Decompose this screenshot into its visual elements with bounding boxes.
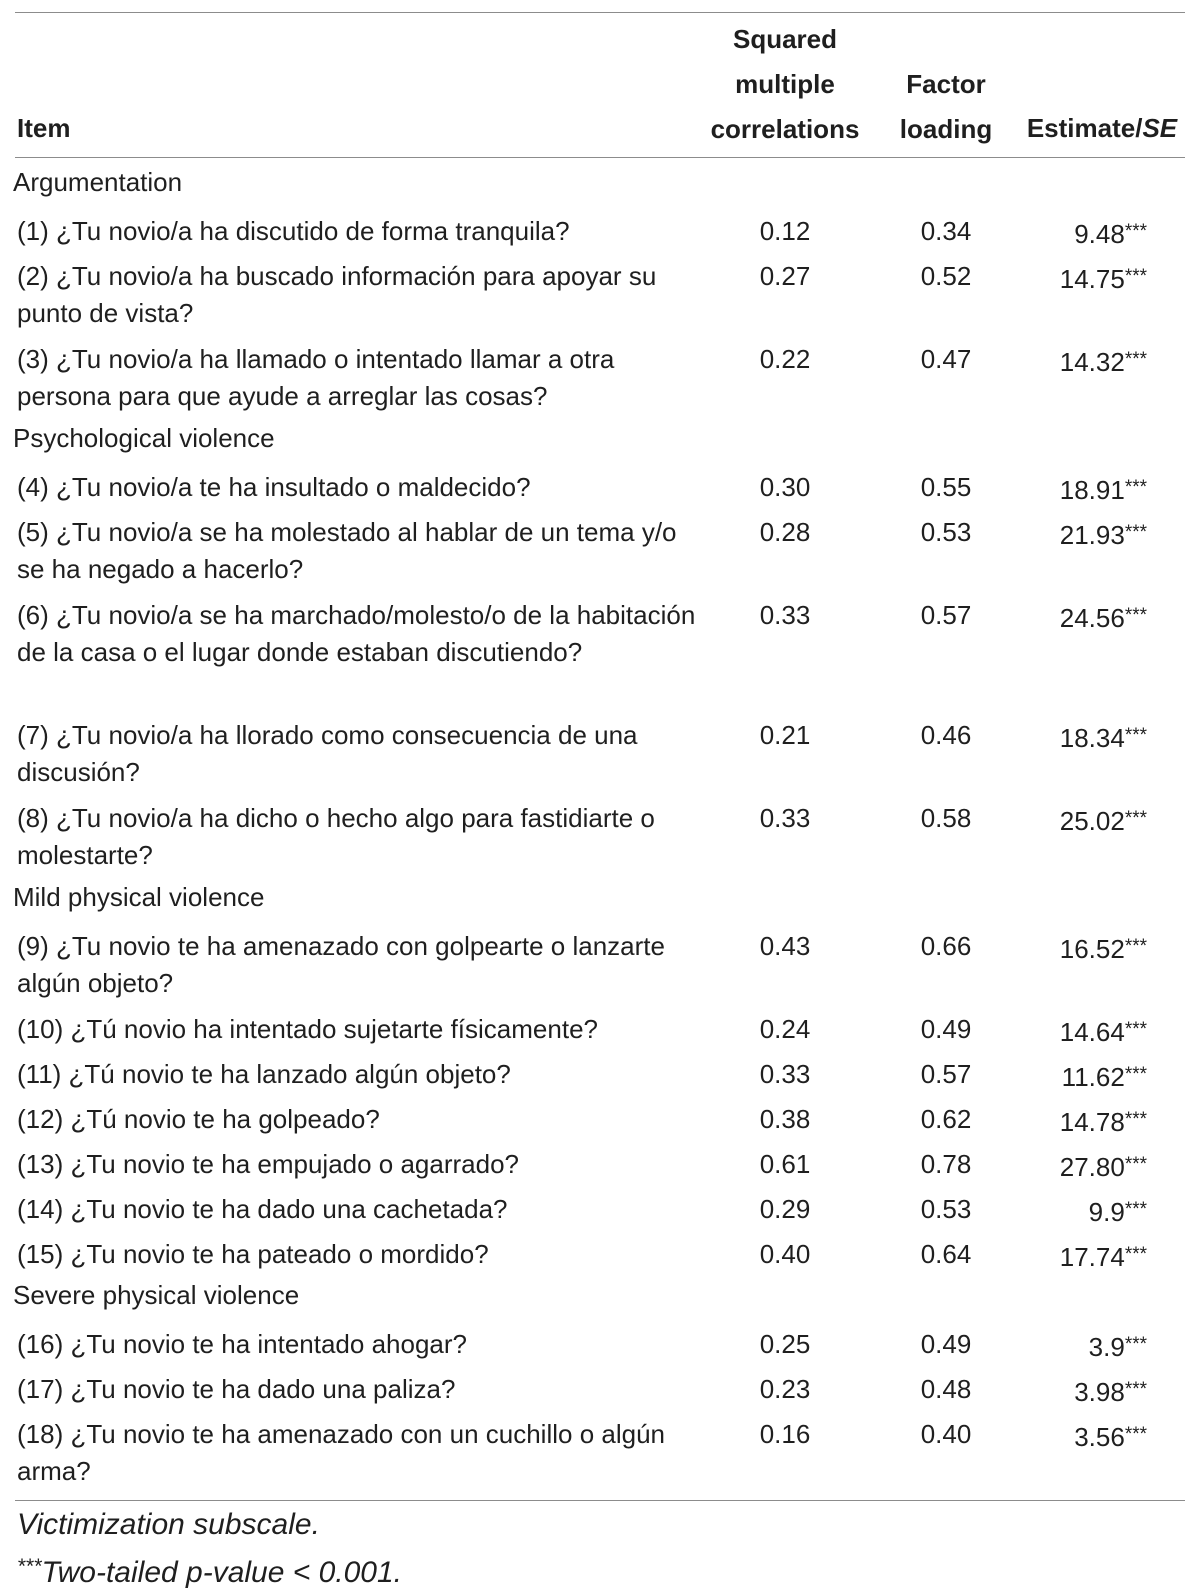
factor-loading-value: 0.49 xyxy=(920,1329,972,1359)
factor-loading-value: 0.53 xyxy=(920,517,972,547)
table-top-rule xyxy=(15,12,1185,13)
header-item: Item xyxy=(17,113,71,143)
table-row xyxy=(0,465,1200,510)
table-row xyxy=(0,1322,1200,1367)
estimate-se-cell xyxy=(1012,1011,1147,1051)
item-text: (8) ¿Tu novio/a ha dicho o hecho algo para fastidiarte o molestarte? xyxy=(17,803,655,870)
table-row xyxy=(0,209,1200,254)
squared-multiple-correlation-value: 0.33 xyxy=(759,1059,811,1089)
estimate-se-value: 16.52 xyxy=(1059,934,1125,964)
factor-loading-value: 0.57 xyxy=(920,1059,972,1089)
significance-marker: *** xyxy=(1124,1334,1147,1355)
item-text: (18) ¿Tu novio te ha amenazado con un cuchillo o algún arma? xyxy=(17,1419,665,1486)
table-row xyxy=(0,254,1200,337)
factor-loading-value: 0.57 xyxy=(920,600,972,630)
estimate-se-value: 3.56 xyxy=(1074,1422,1125,1452)
item-text: (1) ¿Tu novio/a ha discutido de forma tranquila? xyxy=(17,216,570,246)
item-text: (11) ¿Tú novio te ha lanzado algún objeto? xyxy=(17,1059,511,1089)
header-smc-line2: multiple xyxy=(735,69,835,99)
header-factor-loading xyxy=(888,62,1004,152)
factor-loading-value: 0.48 xyxy=(920,1374,972,1404)
estimate-se-value: 27.80 xyxy=(1059,1152,1125,1182)
estimate-se-cell xyxy=(1012,800,1147,840)
item-text: (4) ¿Tu novio/a te ha insultado o maldecido? xyxy=(17,472,531,502)
estimate-se-value: 11.62 xyxy=(1061,1062,1125,1092)
footnote-caption: Victimization subscale. xyxy=(17,1508,320,1541)
squared-multiple-correlation-value: 0.30 xyxy=(759,472,811,502)
factor-loading-value: 0.34 xyxy=(920,216,972,246)
significance-marker: *** xyxy=(1124,605,1147,626)
significance-marker: *** xyxy=(1124,1109,1147,1130)
factor-loading-value: 0.53 xyxy=(920,1194,972,1224)
header-smc-line1: Squared xyxy=(732,24,838,54)
estimate-se-value: 17.74 xyxy=(1059,1242,1125,1272)
squared-multiple-correlation-value: 0.27 xyxy=(759,261,811,291)
footnote-sig-text: Two-tailed p-value < 0.001. xyxy=(41,1556,403,1589)
estimate-se-cell xyxy=(1012,928,1147,968)
estimate-se-cell xyxy=(1012,213,1147,253)
item-text: (5) ¿Tu novio/a se ha molestado al hablar de un tema y/o se ha negado a hacerlo? xyxy=(17,517,677,584)
factor-loading-value: 0.52 xyxy=(920,261,972,291)
header-fl-line2: loading xyxy=(899,114,993,144)
significance-marker: *** xyxy=(1124,349,1147,370)
table-header-rule xyxy=(15,157,1185,158)
significance-marker: *** xyxy=(1124,725,1147,746)
squared-multiple-correlation-value: 0.25 xyxy=(759,1329,811,1359)
significance-marker: *** xyxy=(1124,1019,1147,1040)
estimate-se-cell xyxy=(1012,1236,1147,1276)
estimate-se-cell xyxy=(1012,1056,1147,1096)
item-text: (2) ¿Tu novio/a ha buscado información para apoyar su punto de vista? xyxy=(17,261,657,328)
factor-loading-value: 0.47 xyxy=(920,344,972,374)
group-heading: Mild physical violence xyxy=(13,882,265,912)
item-text: (10) ¿Tú novio ha intentado sujetarte físicamente? xyxy=(17,1014,598,1044)
significance-marker: *** xyxy=(1124,1199,1147,1220)
table-row xyxy=(0,1232,1200,1277)
item-text: (3) ¿Tu novio/a ha llamado o intentado llamar a otra persona para que ayude a arreglar las cosas? xyxy=(17,344,615,411)
footnote-significance xyxy=(17,1547,402,1593)
factor-loading-value: 0.64 xyxy=(920,1239,972,1269)
table-row xyxy=(0,1142,1200,1187)
significance-marker: *** xyxy=(1124,1424,1147,1445)
group-heading: Severe physical violence xyxy=(13,1280,300,1310)
item-text: (17) ¿Tu novio te ha dado una paliza? xyxy=(17,1374,456,1404)
estimate-se-value: 18.34 xyxy=(1059,723,1125,753)
table-row xyxy=(0,1097,1200,1142)
significance-marker: *** xyxy=(1124,1064,1147,1085)
squared-multiple-correlation-value: 0.43 xyxy=(759,931,811,961)
significance-marker: *** xyxy=(1124,477,1147,498)
table-row xyxy=(0,1367,1200,1412)
group-heading: Psychological violence xyxy=(13,423,275,453)
squared-multiple-correlation-value: 0.12 xyxy=(759,216,811,246)
table-row xyxy=(0,510,1200,593)
squared-multiple-correlation-value: 0.28 xyxy=(759,517,811,547)
squared-multiple-correlation-value: 0.40 xyxy=(759,1239,811,1269)
squared-multiple-correlation-value: 0.23 xyxy=(759,1374,811,1404)
estimate-se-value: 9.48 xyxy=(1074,219,1125,249)
table-row xyxy=(0,924,1200,1007)
table-body xyxy=(0,164,1200,1495)
item-text: (12) ¿Tú novio te ha golpeado? xyxy=(17,1104,380,1134)
factor-loading-value: 0.62 xyxy=(920,1104,972,1134)
squared-multiple-correlation-value: 0.21 xyxy=(759,720,811,750)
estimate-se-value: 14.32 xyxy=(1059,347,1125,377)
estimate-se-cell xyxy=(1012,469,1147,509)
estimate-se-value: 21.93 xyxy=(1059,520,1125,550)
squared-multiple-correlation-value: 0.16 xyxy=(759,1419,811,1449)
item-text: (9) ¿Tu novio te ha amenazado con golpearte o lanzarte algún objeto? xyxy=(17,931,665,998)
significance-marker: *** xyxy=(1124,266,1147,287)
factor-loading-value: 0.49 xyxy=(920,1014,972,1044)
estimate-se-value: 9.9 xyxy=(1088,1197,1125,1227)
header-squared-multiple-correlations xyxy=(700,17,870,152)
significance-marker: *** xyxy=(1124,936,1147,957)
header-est-main: Estimate/ xyxy=(1026,113,1143,143)
squared-multiple-correlation-value: 0.38 xyxy=(759,1104,811,1134)
significance-marker: *** xyxy=(1124,1154,1147,1175)
squared-multiple-correlation-value: 0.22 xyxy=(759,344,811,374)
item-text: (15) ¿Tu novio te ha pateado o mordido? xyxy=(17,1239,489,1269)
significance-marker: *** xyxy=(1124,1379,1147,1400)
estimate-se-cell xyxy=(1012,258,1147,298)
estimate-se-value: 3.98 xyxy=(1074,1377,1125,1407)
significance-marker: *** xyxy=(1124,522,1147,543)
estimate-se-cell xyxy=(1012,1416,1147,1456)
estimate-se-value: 14.75 xyxy=(1059,264,1125,294)
significance-marker: *** xyxy=(1124,1244,1147,1265)
squared-multiple-correlation-value: 0.29 xyxy=(759,1194,811,1224)
estimate-se-cell xyxy=(1012,717,1147,757)
estimate-se-cell xyxy=(1012,341,1147,381)
table-bottom-rule xyxy=(15,1500,1185,1501)
estimate-se-value: 24.56 xyxy=(1059,603,1125,633)
table-row xyxy=(0,1412,1200,1495)
significance-marker: *** xyxy=(1124,808,1147,829)
estimate-se-cell xyxy=(1012,1326,1147,1366)
table-row xyxy=(0,796,1200,879)
header-smc-line3: correlations xyxy=(710,114,860,144)
squared-multiple-correlation-value: 0.61 xyxy=(759,1149,811,1179)
item-text: (14) ¿Tu novio te ha dado una cachetada? xyxy=(17,1194,508,1224)
table-row xyxy=(0,1187,1200,1232)
table-row xyxy=(0,1052,1200,1097)
estimate-se-cell xyxy=(1012,1371,1147,1411)
header-est-se: SE xyxy=(1142,113,1178,143)
footnote-sig-marker: *** xyxy=(17,1555,42,1578)
item-text: (16) ¿Tu novio te ha intentado ahogar? xyxy=(17,1329,467,1359)
squared-multiple-correlation-value: 0.33 xyxy=(759,803,811,833)
factor-loading-value: 0.66 xyxy=(920,931,972,961)
estimate-se-value: 14.78 xyxy=(1059,1107,1125,1137)
estimate-se-value: 14.64 xyxy=(1059,1017,1125,1047)
estimate-se-cell xyxy=(1012,1101,1147,1141)
item-text: (6) ¿Tu novio/a se ha marchado/molesto/o de la habitación de la casa o el lugar donde estaban discutiendo? xyxy=(17,600,696,667)
estimate-se-value: 18.91 xyxy=(1059,475,1125,505)
estimate-se-cell xyxy=(1012,597,1147,637)
factor-loading-value: 0.40 xyxy=(920,1419,972,1449)
table-row xyxy=(0,337,1200,420)
squared-multiple-correlation-value: 0.24 xyxy=(759,1014,811,1044)
item-text: (7) ¿Tu novio/a ha llorado como consecuencia de una discusión? xyxy=(17,720,638,787)
significance-marker: *** xyxy=(1124,221,1147,242)
estimate-se-cell xyxy=(1012,514,1147,554)
factor-loading-value: 0.58 xyxy=(920,803,972,833)
header-estimate-se xyxy=(1012,106,1192,151)
header-fl-line1: Factor xyxy=(906,69,986,99)
estimate-se-value: 25.02 xyxy=(1059,806,1125,836)
table-row xyxy=(0,593,1200,713)
group-heading: Argumentation xyxy=(13,167,183,197)
item-text: (13) ¿Tu novio te ha empujado o agarrado? xyxy=(17,1149,520,1179)
estimate-se-value: 3.9 xyxy=(1088,1332,1125,1362)
squared-multiple-correlation-value: 0.33 xyxy=(759,600,811,630)
estimate-se-cell xyxy=(1012,1146,1147,1186)
estimate-se-cell xyxy=(1012,1191,1147,1231)
table-row xyxy=(0,713,1200,796)
factor-loading-value: 0.78 xyxy=(920,1149,972,1179)
factor-loading-value: 0.46 xyxy=(920,720,972,750)
table-row xyxy=(0,1007,1200,1052)
factor-loading-value: 0.55 xyxy=(920,472,972,502)
